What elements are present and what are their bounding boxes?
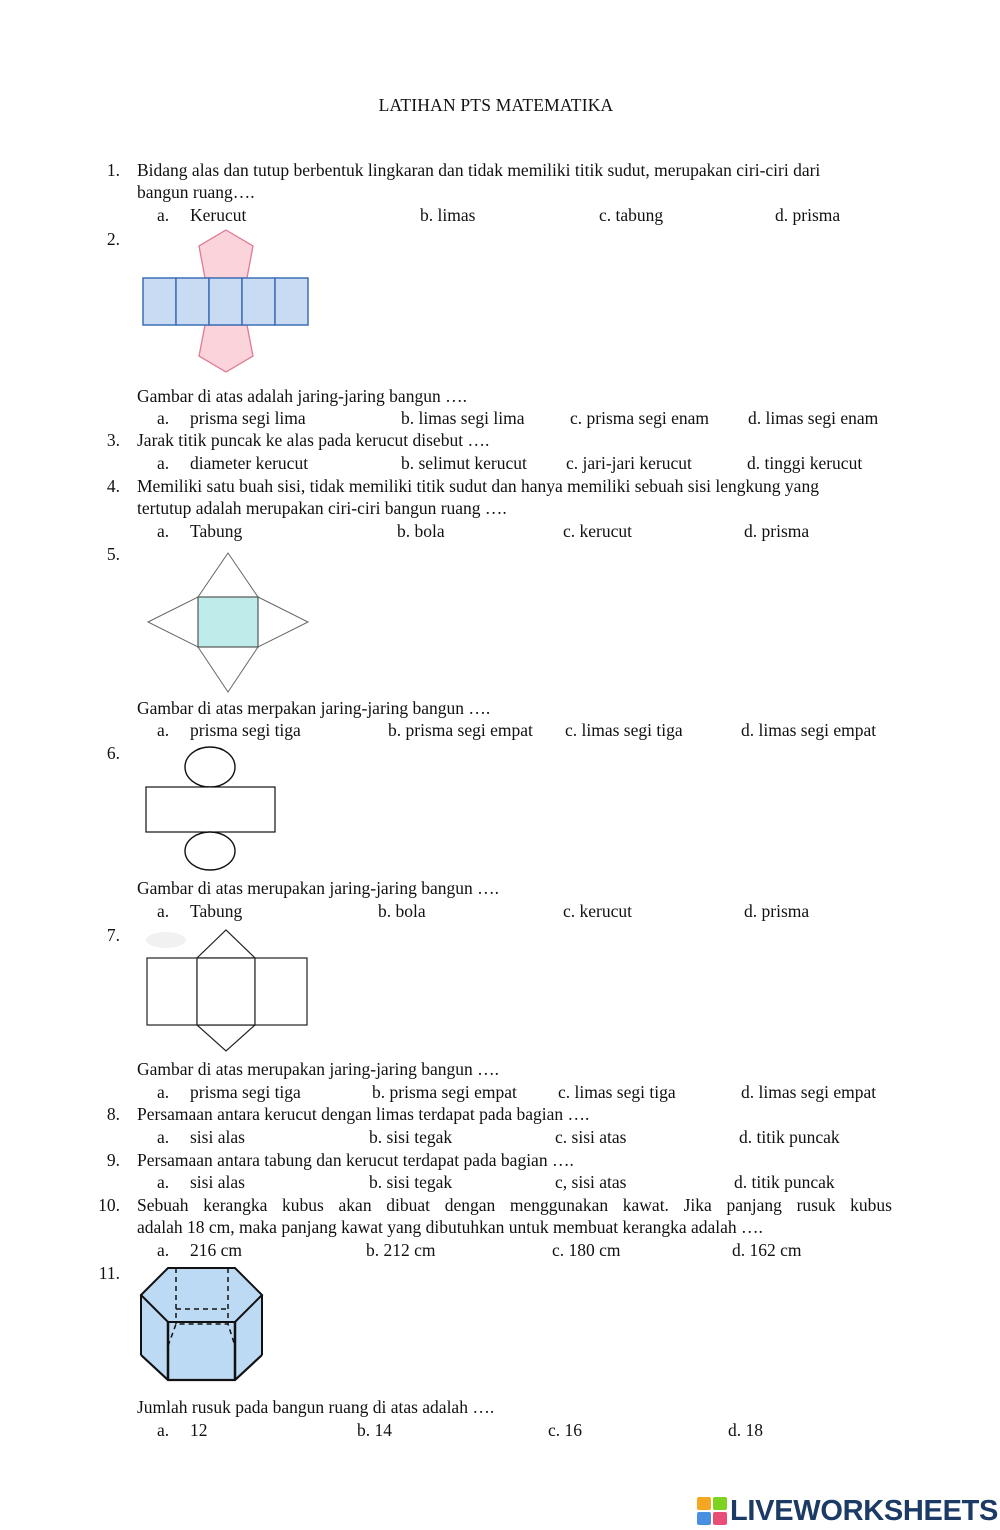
option-letter: a. <box>157 205 170 225</box>
option-c[interactable]: c. limas segi tiga <box>565 720 683 740</box>
option-a[interactable]: diameter kerucut <box>190 453 309 473</box>
option-c[interactable]: c. kerucut <box>563 901 632 921</box>
side-face <box>209 278 242 325</box>
question-number: 11. <box>98 1263 120 1283</box>
triangle-bottom <box>198 647 258 692</box>
question-text: bangun ruang…. <box>137 182 255 202</box>
option-c[interactable]: c. tabung <box>599 205 664 225</box>
option-b[interactable]: b. limas segi lima <box>401 408 525 428</box>
triangle-right <box>258 597 308 647</box>
circle-top <box>185 747 235 787</box>
option-d[interactable]: d. prisma <box>744 901 810 921</box>
hexagonal-prism-figure <box>138 1264 268 1384</box>
option-a[interactable]: sisi alas <box>190 1127 245 1147</box>
side-face <box>143 278 176 325</box>
option-c[interactable]: c. sisi atas <box>555 1127 627 1147</box>
option-a[interactable]: prisma segi tiga <box>190 1082 301 1102</box>
question-number: 7. <box>106 925 120 945</box>
question-text: Memiliki satu buah sisi, tidak memiliki titik sudut dan hanya memiliki sebuah sisi lengkung yang <box>137 476 819 496</box>
question-text: tertutup adalah merupakan ciri-ciri bangun ruang …. <box>137 498 507 518</box>
option-a[interactable]: prisma segi lima <box>190 408 306 428</box>
question-text: Gambar di atas adalah jaring-jaring bangun …. <box>137 386 467 406</box>
pentagon-bottom <box>199 325 253 372</box>
rectangle-left <box>147 958 197 1025</box>
triangle-top <box>198 553 258 597</box>
question-number: 1. <box>106 160 120 180</box>
pentagon-top <box>199 230 253 278</box>
option-letter: a. <box>157 521 170 541</box>
option-a[interactable]: Tabung <box>190 901 243 921</box>
page-title: LATIHAN PTS MATEMATIKA <box>378 95 614 115</box>
option-b[interactable]: b. selimut kerucut <box>401 453 527 473</box>
option-d[interactable]: d. titik puncak <box>739 1127 840 1147</box>
top-face <box>141 1268 262 1322</box>
triangle-top <box>197 930 255 958</box>
side-face <box>275 278 308 325</box>
option-d[interactable]: d. 18 <box>728 1420 763 1440</box>
liveworksheets-logo <box>697 1494 998 1528</box>
question-text: Bidang alas dan tutup berbentuk lingkaran dan tidak memiliki titik sudut, merupakan ciri-ciri dari <box>137 160 821 180</box>
option-d[interactable]: d. prisma <box>744 521 810 541</box>
triangle-bottom <box>197 1025 255 1051</box>
question-number: 8. <box>106 1104 120 1124</box>
option-d[interactable]: d. titik puncak <box>734 1172 835 1192</box>
smudge <box>146 932 186 948</box>
option-d[interactable]: d. prisma <box>775 205 841 225</box>
logo-mark-icon <box>697 1497 727 1525</box>
option-a[interactable]: prisma segi tiga <box>190 720 301 740</box>
question-text: Jumlah rusuk pada bangun ruang di atas adalah …. <box>137 1397 495 1417</box>
question-number: 10. <box>98 1195 120 1215</box>
question-text: Sebuah kerangka kubus akan dibuat dengan menggunakan kawat. Jika panjang rusuk kubus <box>137 1195 892 1215</box>
question-number: 3. <box>106 430 120 450</box>
option-c[interactable]: c. prisma segi enam <box>570 408 709 428</box>
option-a[interactable]: Tabung <box>190 521 243 541</box>
question-text: adalah 18 cm, maka panjang kawat yang dibutuhkan untuk membuat kerangka adalah …. <box>137 1217 763 1237</box>
cylinder-net-figure <box>144 745 280 871</box>
pentagonal-prism-net-figure <box>140 228 315 376</box>
triangular-prism-net-figure <box>144 928 312 1054</box>
triangle-left <box>148 597 198 647</box>
option-b[interactable]: b. 212 cm <box>366 1240 436 1260</box>
question-text: Jarak titik puncak ke alas pada kerucut disebut …. <box>137 430 490 450</box>
option-letter: a. <box>157 1240 170 1260</box>
option-letter: a. <box>157 1127 170 1147</box>
option-a[interactable]: 12 <box>190 1420 208 1440</box>
option-d[interactable]: d. limas segi empat <box>741 1082 877 1102</box>
side-face <box>242 278 275 325</box>
question-text: Persamaan antara kerucut dengan limas terdapat pada bagian …. <box>137 1104 590 1124</box>
question-text: Gambar di atas merpakan jaring-jaring bangun …. <box>137 698 491 718</box>
question-number: 5. <box>106 544 120 564</box>
square-pyramid-net-figure <box>145 550 315 698</box>
question-number: 4. <box>106 476 120 496</box>
option-b[interactable]: b. bola <box>397 521 445 541</box>
option-c[interactable]: c. 180 cm <box>552 1240 621 1260</box>
question-text: Gambar di atas merupakan jaring-jaring bangun …. <box>137 878 500 898</box>
rectangle-right <box>255 958 307 1025</box>
option-letter: a. <box>157 1420 170 1440</box>
option-c[interactable]: c. limas segi tiga <box>558 1082 676 1102</box>
option-c[interactable]: c. jari-jari kerucut <box>566 453 692 473</box>
option-letter: a. <box>157 720 170 740</box>
rectangle-middle <box>197 958 255 1025</box>
option-b[interactable]: b. 14 <box>357 1420 392 1440</box>
option-d[interactable]: d. limas segi empat <box>741 720 877 740</box>
option-b[interactable]: b. prisma segi empat <box>372 1082 517 1102</box>
option-b[interactable]: b. sisi tegak <box>369 1172 453 1192</box>
option-b[interactable]: b. limas <box>420 205 476 225</box>
rectangle-side <box>146 787 275 832</box>
option-d[interactable]: d. 162 cm <box>732 1240 802 1260</box>
square-base <box>198 597 258 647</box>
option-letter: a. <box>157 1082 170 1102</box>
option-c[interactable]: c. 16 <box>548 1420 583 1440</box>
question-number: 6. <box>106 743 120 763</box>
side-face <box>176 278 209 325</box>
option-letter: a. <box>157 1172 170 1192</box>
option-a[interactable]: 216 cm <box>190 1240 243 1260</box>
option-d[interactable]: d. limas segi enam <box>748 408 879 428</box>
option-b[interactable]: b. bola <box>378 901 426 921</box>
option-letter: a. <box>157 901 170 921</box>
option-c[interactable]: c. kerucut <box>563 521 632 541</box>
question-number: 9. <box>106 1150 120 1170</box>
circle-bottom <box>185 832 235 870</box>
option-letter: a. <box>157 408 170 428</box>
question-text: Persamaan antara tabung dan kerucut terdapat pada bagian …. <box>137 1150 574 1170</box>
option-c[interactable]: c, sisi atas <box>555 1172 627 1192</box>
option-letter: a. <box>157 453 170 473</box>
option-a[interactable]: sisi alas <box>190 1172 245 1192</box>
question-number: 2. <box>106 229 120 249</box>
option-b[interactable]: b. sisi tegak <box>369 1127 453 1147</box>
question-text: Gambar di atas merupakan jaring-jaring bangun …. <box>137 1059 500 1079</box>
option-b[interactable]: b. prisma segi empat <box>388 720 533 740</box>
option-a[interactable]: Kerucut <box>190 205 247 225</box>
logo-text: LIVEWORKSHEETS <box>730 1494 999 1527</box>
option-d[interactable]: d. tinggi kerucut <box>747 453 863 473</box>
